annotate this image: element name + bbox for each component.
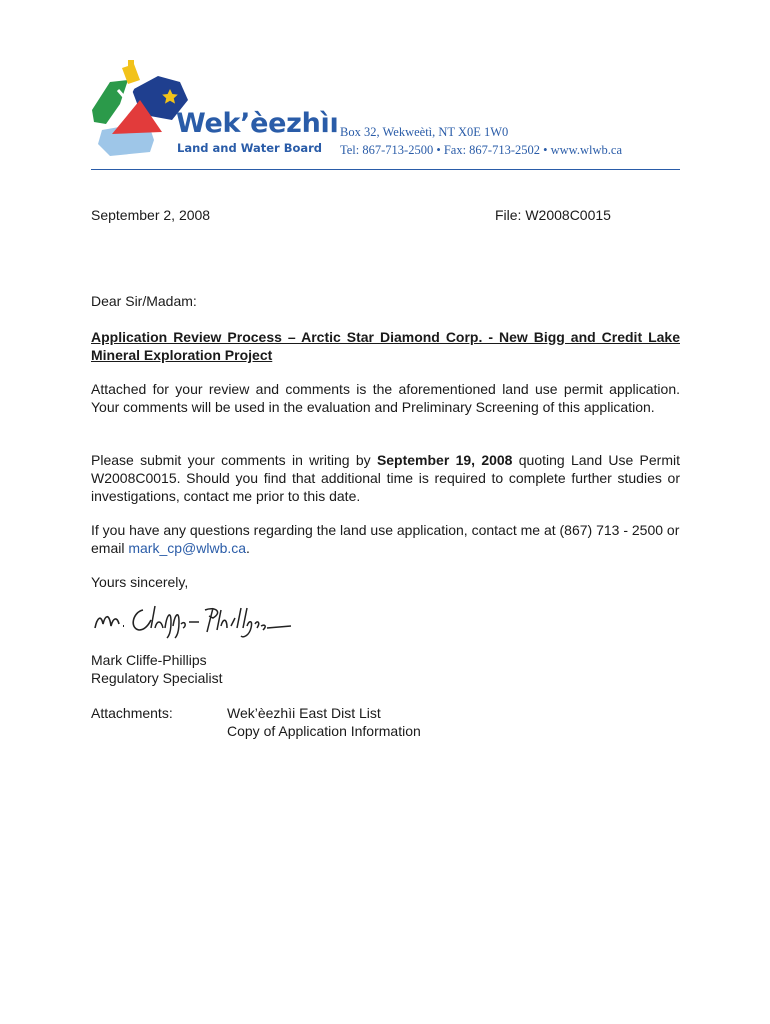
attachments-label: Attachments: <box>91 705 173 721</box>
attachments-list <box>227 704 421 740</box>
attachment-item: Copy of Application Information <box>227 723 421 739</box>
organization-logo <box>88 60 339 160</box>
deadline-date: September 19, 2008 <box>376 452 513 468</box>
para2-text-start: Please submit your comments in writing by <box>91 452 377 468</box>
organization-subtitle: Land and Water Board <box>177 141 323 155</box>
signer-title: Regulatory Specialist <box>91 670 223 686</box>
address-line: Box 32, Wekweètì, NT X0E 1W0 <box>340 125 509 139</box>
letter-date: September 2, 2008 <box>91 207 211 223</box>
para3-text-start: If you have any questions regarding the land use application, contact me at (867) 713 - 2500 or email <box>91 522 680 556</box>
body-paragraph-2 <box>91 451 680 505</box>
email-link[interactable]: mark_cp@wlwb.ca <box>128 540 247 556</box>
attachment-item: Wek’èezhìi East Dist List <box>227 705 381 721</box>
contact-line: Tel: 867-713-2500 • Fax: 867-713-2502 • www.wlwb.ca <box>340 143 623 157</box>
letterhead-address <box>340 123 622 159</box>
closing: Yours sincerely, <box>91 574 189 590</box>
body-paragraph-1: Attached for your review and comments is the aforementioned land use permit application. Your comments will be used in the evaluation and Preliminary Screening of this application. <box>91 381 680 415</box>
subject-line: Application Review Process – Arctic Star Diamond Corp. - New Bigg and Credit Lake Mineral Exploration Project <box>91 329 680 363</box>
para3-text-end: . <box>246 540 250 556</box>
organization-name: Wek’èezhìı <box>176 108 339 139</box>
signer-name: Mark Cliffe-Phillips <box>91 652 207 668</box>
file-number: File: W2008C0015 <box>495 207 611 223</box>
body-paragraph-3 <box>91 521 680 557</box>
handwritten-signature <box>91 602 301 642</box>
salutation: Dear Sir/Madam: <box>91 293 197 309</box>
letterhead-divider <box>91 169 680 170</box>
para2-text-end: quoting Land Use Permit W2008C0015. Should you find that additional time is required to complete further studies or investigations, contact me prior to this date. <box>91 452 681 504</box>
